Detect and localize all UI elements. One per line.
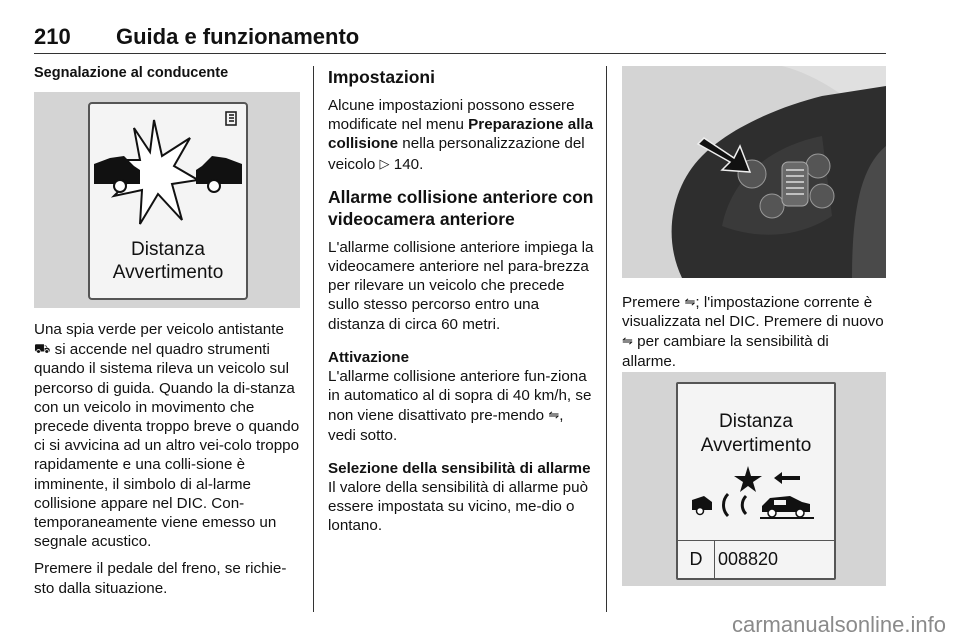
paragraph: [328, 96, 594, 174]
figure-warning-panel: [34, 92, 300, 308]
paragraph: [328, 367, 594, 445]
display-line-1: Distanza: [131, 239, 205, 260]
manual-book-icon: [226, 112, 236, 125]
paragraph: Premere il pedale del freno, se richie-sto dalla situazione.: [34, 560, 287, 597]
menu-name: Preparazione alla collisione: [328, 116, 594, 153]
column-divider-2: [606, 66, 607, 612]
heading-allarme: Allarme collisione anteriore con videocamera anteriore: [328, 186, 594, 229]
display-divider: [714, 540, 715, 578]
paragraph: L'allarme collisione anteriore impiega la videocamere anteriore nel para-brezza per rilevare un veicolo che precede sullo stesso percorso entro una distanza di circa 60 metri.: [328, 238, 594, 333]
paragraph: [34, 320, 300, 551]
sensitivity-wave-icon: [742, 496, 746, 514]
vehicle-ahead-icon: ⛟: [34, 341, 51, 357]
collision-button-icon: ⇋: [622, 333, 633, 349]
display-line-2: Avvertimento: [700, 435, 812, 456]
paragraph-text: nella personalizzazione del veicolo: [328, 135, 585, 173]
figure-steering-wheel: [622, 66, 886, 278]
collision-button-icon: ⇋: [548, 407, 560, 423]
section-heading: Segnalazione al conducente: [34, 65, 229, 81]
page-header: [34, 24, 886, 54]
gear-indicator: D: [689, 549, 703, 569]
paragraph: [622, 292, 886, 371]
paragraph-text: ; l'impostazione corrente è visualizzata nel DIC. Premere di nuovo: [622, 294, 884, 331]
paragraph-text: Alcune impostazioni possono essere modificate nel menu: [328, 97, 575, 134]
sensitivity-wave-icon: [724, 494, 729, 516]
collision-button-icon: ⇋: [684, 294, 696, 309]
paragraph-text: L'allarme collisione anteriore fun-ziona in automatico al di sopra di 40 km/h, se non viene disattivato pre-mendo: [328, 368, 592, 425]
column-3-text: [622, 292, 886, 379]
paragraph-text: , vedi sotto.: [328, 407, 564, 444]
steering-wheel-illustration: [622, 66, 886, 278]
car-ahead-icon: [760, 496, 814, 518]
display-line-2: Avvertimento: [112, 262, 224, 283]
right-car-icon: [196, 156, 242, 192]
approach-arrow-icon: [774, 472, 800, 484]
alert-star-icon: [734, 466, 762, 492]
paragraph-text: si accende nel quadro strumenti quando il sistema rileva un veicolo sul percorso di guida. Quando la di-stanza con un veicolo in movimento che precede diventa troppo breve o quando ci si avvicina ad un altro vei-colo troppo rapidamente e una colli-sione è imminente, il simbolo di al-larme collisione appare nel DIC. Con-temporaneamente viene emesso un segnale acustico.: [34, 341, 300, 551]
odometer-value: 008820: [718, 549, 779, 569]
page-ref-icon: ▷: [379, 155, 390, 171]
paragraph-text: Premere: [622, 294, 681, 311]
sensitivity-symbol: [678, 462, 834, 522]
page-title: Guida e funzionamento: [116, 24, 360, 49]
header-rule: [34, 53, 886, 54]
paragraph-text: per cambiare la sensibilità di allarme.: [622, 333, 829, 370]
paragraph-text: Una spia verde per veicolo antistante: [34, 321, 284, 338]
display-divider: [678, 540, 834, 541]
figure-dic-sensitivity: [622, 372, 886, 586]
display-line-1: Distanza: [719, 411, 793, 432]
dic-sensitivity-display: [676, 382, 836, 580]
page-number: 210: [34, 24, 71, 49]
heading-attivazione: Attivazione: [328, 348, 410, 366]
page-ref: 140.: [393, 155, 424, 173]
vehicle-ahead-icon: [692, 496, 712, 515]
heading-selezione: Selezione della sensibilità di allarme: [328, 459, 591, 477]
watermark: carmanualsonline.info: [731, 612, 946, 637]
paragraph: Il valore della sensibilità di allarme può essere impostata su vicino, me-dio o lontano.: [328, 479, 589, 535]
column-1-text: [34, 320, 300, 606]
column-divider-1: [313, 66, 314, 612]
heading-impostazioni: Impostazioni: [328, 67, 435, 87]
dic-warning-display: [88, 102, 248, 300]
column-2: [328, 66, 594, 544]
